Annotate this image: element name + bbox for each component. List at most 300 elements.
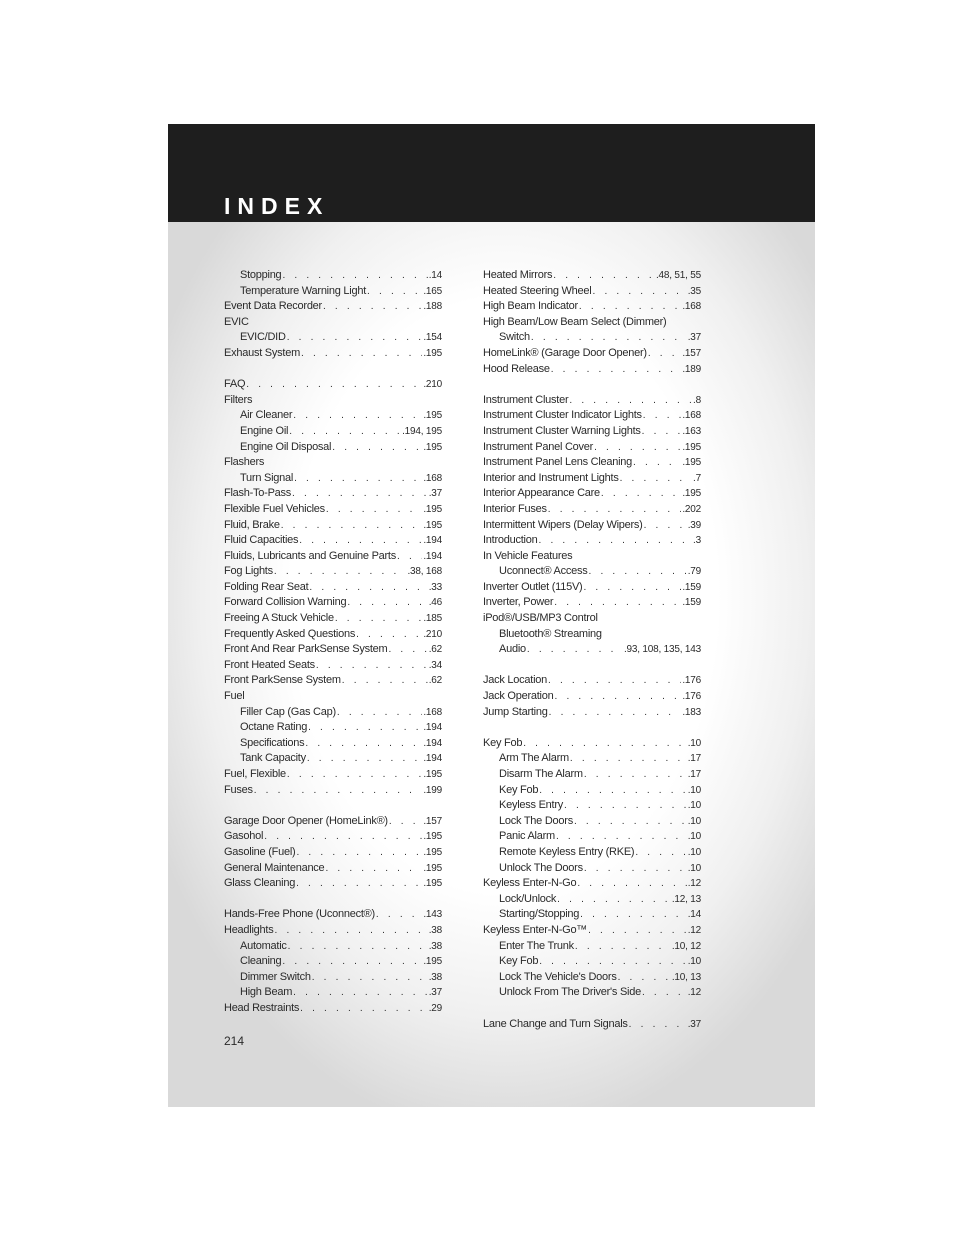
index-entry <box>224 767 442 783</box>
entry-page-ref: .157 <box>423 815 442 827</box>
entry-page-ref: .38 <box>428 924 442 936</box>
entry-text: Cleaning <box>240 955 282 968</box>
entry-page-ref: .12, 13 <box>671 893 701 905</box>
index-entry <box>224 393 442 409</box>
index-subentry <box>224 720 442 736</box>
entry-page-ref: .163 <box>682 425 701 437</box>
section-gap <box>224 892 442 908</box>
entry-page-ref: .210 <box>423 379 442 391</box>
entry-text: Enter The Trunk <box>499 939 574 952</box>
index-entry <box>224 549 442 565</box>
dot-leader <box>282 954 422 970</box>
section-gap <box>224 798 442 814</box>
entry-text: Temperature Warning Light <box>240 284 367 297</box>
index-entry <box>483 471 701 487</box>
entry-text: Disarm The Alarm <box>499 768 583 780</box>
dot-leader <box>335 611 423 627</box>
entry-page-ref: .185 <box>423 613 442 625</box>
entry-text: EVIC <box>224 315 249 328</box>
entry-text: Key Fob <box>499 783 539 796</box>
dot-leader <box>307 751 422 767</box>
dot-leader <box>287 767 422 783</box>
entry-page-ref: .195 <box>423 441 442 453</box>
entry-text: Panic Alarm <box>499 830 555 843</box>
index-subentry <box>224 985 442 1001</box>
entry-page-ref: .195 <box>423 831 442 843</box>
index-entry <box>483 518 701 534</box>
entry-page-ref: .195 <box>423 347 442 359</box>
entry-page-ref: .195 <box>682 488 701 500</box>
dot-leader <box>554 595 681 611</box>
index-subentry <box>483 892 701 908</box>
index-entry <box>224 783 442 799</box>
entry-text: Introduction <box>483 534 538 547</box>
entry-page-ref: .33 <box>428 581 442 593</box>
dot-leader <box>301 346 422 362</box>
dot-leader <box>367 284 422 300</box>
entry-page-ref: .8 <box>693 394 701 406</box>
index-entry <box>224 299 442 315</box>
section-gap <box>483 658 701 674</box>
entry-page-ref: .29 <box>428 1002 442 1014</box>
entry-text: Exhaust System <box>224 346 300 359</box>
dot-leader <box>316 658 428 674</box>
entry-page-ref: .194 <box>423 535 442 547</box>
dot-leader <box>388 642 427 658</box>
entry-text: Key Fob <box>483 736 523 749</box>
index-subentry <box>483 564 701 580</box>
index-entry <box>224 611 442 627</box>
dot-leader <box>294 471 422 487</box>
entry-text: Inverter Outlet (115V) <box>483 580 583 593</box>
dot-leader <box>312 970 428 986</box>
entry-text: Jack Location <box>483 674 548 687</box>
dot-leader <box>548 502 682 518</box>
index-entry <box>483 268 701 284</box>
index-entry <box>483 362 701 378</box>
entry-text: Inverter, Power <box>483 596 554 609</box>
entry-page-ref: .195 <box>423 410 442 422</box>
entry-text: Fuel, Flexible <box>224 768 286 780</box>
dot-leader <box>575 939 671 955</box>
entry-page-ref: .195 <box>423 878 442 890</box>
index-subentry <box>483 861 701 877</box>
entry-text: Lock The Doors <box>499 814 573 827</box>
dot-leader <box>564 798 687 814</box>
dot-leader <box>570 751 687 767</box>
dot-leader <box>292 486 428 502</box>
entry-page-ref: .183 <box>682 706 701 718</box>
entry-page-ref: .14 <box>428 270 442 281</box>
entry-text: Air Cleaner <box>240 409 293 422</box>
index-entry <box>224 829 442 845</box>
dot-leader <box>342 673 428 689</box>
index-entry <box>224 642 442 658</box>
index-entry <box>224 377 442 393</box>
entry-page-ref: .10 <box>687 846 701 858</box>
index-entry <box>483 549 701 565</box>
dot-leader <box>588 564 686 580</box>
entry-page-ref: .168 <box>423 472 442 484</box>
entry-text: Event Data Recorder <box>224 300 322 313</box>
entry-page-ref: .195 <box>423 846 442 858</box>
entry-page-ref: .14 <box>687 909 701 921</box>
index-subentry <box>483 627 701 643</box>
dot-leader <box>281 518 423 534</box>
entry-page-ref: .10, 12 <box>671 940 701 952</box>
entry-text: Keyless Enter-N-Go <box>483 877 577 890</box>
index-entry <box>483 705 701 721</box>
dot-leader <box>288 939 428 955</box>
entry-page-ref: .17 <box>687 769 701 780</box>
dot-leader <box>618 970 671 986</box>
index-entry <box>483 595 701 611</box>
index-entry <box>224 315 442 331</box>
index-entry <box>483 315 701 331</box>
entry-text: iPod®/USB/MP3 Control <box>483 612 598 625</box>
index-entry <box>224 814 442 830</box>
entry-page-ref: .195 <box>682 441 701 453</box>
dot-leader <box>539 954 686 970</box>
entry-page-ref: .10 <box>687 737 701 749</box>
entry-text: Keyless Enter-N-Go™ <box>483 923 588 936</box>
entry-text: Interior Fuses <box>483 502 547 515</box>
index-subentry <box>483 330 701 346</box>
section-gap <box>483 377 701 393</box>
entry-page-ref: .48, 51, 55 <box>655 270 701 281</box>
entry-text: Jack Operation <box>483 690 554 703</box>
dot-leader <box>397 549 422 565</box>
dot-leader <box>296 845 422 861</box>
entry-text: Front ParkSense System <box>224 674 341 687</box>
index-subentry <box>224 440 442 456</box>
index-entry <box>483 393 701 409</box>
entry-text: Dimmer Switch <box>240 970 311 983</box>
entry-page-ref: .189 <box>682 363 701 375</box>
index-subentry <box>224 970 442 986</box>
dot-leader <box>274 923 427 939</box>
entry-page-ref: .195 <box>682 457 701 469</box>
index-entry <box>483 408 701 424</box>
index-subentry <box>483 814 701 830</box>
entry-text: Flexible Fuel Vehicles <box>224 502 325 515</box>
dot-leader <box>531 330 687 346</box>
dot-leader <box>557 892 671 908</box>
entry-page-ref: .35 <box>687 285 701 297</box>
index-entry <box>224 689 442 705</box>
entry-text: Garage Door Opener (HomeLink®) <box>224 814 388 827</box>
index-page <box>168 124 815 1107</box>
entry-text: Glass Cleaning <box>224 877 296 890</box>
entry-page-ref: .62 <box>428 644 442 656</box>
entry-text: Remote Keyless Entry (RKE) <box>499 845 635 858</box>
entry-page-ref: .3 <box>693 535 701 547</box>
entry-text: Octane Rating <box>240 721 308 734</box>
entry-text: Lock/Unlock <box>499 892 557 905</box>
entry-text: Freeing A Stuck Vehicle <box>224 612 334 625</box>
index-entry <box>224 564 442 580</box>
index-entry <box>224 518 442 534</box>
dot-leader <box>264 829 422 845</box>
entry-page-ref: .10 <box>687 862 701 874</box>
entry-page-ref: .10 <box>687 815 701 827</box>
entry-page-ref: .38 <box>428 940 442 952</box>
entry-page-ref: .188 <box>423 301 442 313</box>
entry-page-ref: .143 <box>423 909 442 921</box>
dot-leader <box>643 408 682 424</box>
entry-page-ref: .12 <box>687 924 701 936</box>
dot-leader <box>569 393 692 409</box>
entry-page-ref: .37 <box>428 987 442 999</box>
entry-page-ref: .154 <box>423 332 442 344</box>
dot-leader <box>554 689 681 705</box>
entry-text: Heated Steering Wheel <box>483 284 592 297</box>
entry-page-ref: .195 <box>423 519 442 531</box>
dot-leader <box>644 518 687 534</box>
entry-text: Starting/Stopping <box>499 908 580 921</box>
entry-text: Fluid, Brake <box>224 518 280 531</box>
entry-text: Front And Rear ParkSense System <box>224 643 388 656</box>
entry-text: Fluid Capacities <box>224 534 299 547</box>
index-column-right <box>483 268 701 1032</box>
index-entry <box>224 907 442 923</box>
dot-leader <box>309 580 427 596</box>
entry-page-ref: .17 <box>687 753 701 765</box>
dot-leader <box>548 673 681 689</box>
page-title: INDEX <box>224 193 330 219</box>
section-gap <box>483 1001 701 1017</box>
entry-text: Jump Starting <box>483 705 548 718</box>
entry-text: Tank Capacity <box>240 752 306 765</box>
entry-text: Instrument Cluster Indicator Lights <box>483 409 642 422</box>
dot-leader <box>620 471 692 487</box>
dot-leader <box>601 486 681 502</box>
entry-page-ref: .194 <box>423 753 442 765</box>
index-subentry <box>224 284 442 300</box>
dot-leader <box>293 408 422 424</box>
index-entry <box>224 923 442 939</box>
index-entry <box>224 627 442 643</box>
dot-leader <box>305 736 422 752</box>
entry-page-ref: .194 <box>423 550 442 562</box>
index-subentry <box>224 736 442 752</box>
index-subentry <box>483 783 701 799</box>
dot-leader <box>556 829 687 845</box>
entry-text: Head Restraints <box>224 1001 300 1014</box>
dot-leader <box>337 705 422 721</box>
index-entry <box>483 611 701 627</box>
index-subentry <box>483 767 701 783</box>
dot-leader <box>592 284 686 300</box>
index-entry <box>483 455 701 471</box>
dot-leader <box>254 783 423 799</box>
entry-text: Interior Appearance Care <box>483 487 600 500</box>
dot-leader <box>347 595 427 611</box>
entry-page-ref: .168 <box>682 301 701 313</box>
dot-leader <box>389 814 422 830</box>
entry-text: Interior and Instrument Lights <box>483 471 619 484</box>
dot-leader <box>323 299 422 315</box>
entry-page-ref: .194 <box>423 737 442 749</box>
index-subentry <box>483 907 701 923</box>
index-subentry <box>483 798 701 814</box>
index-entry <box>483 533 701 549</box>
dot-leader <box>580 907 687 923</box>
entry-page-ref: .46 <box>428 597 442 609</box>
dot-leader <box>584 767 687 783</box>
dot-leader <box>642 424 682 440</box>
entry-text: Fluids, Lubricants and Genuine Parts <box>224 549 396 562</box>
dot-leader <box>332 440 422 456</box>
entry-text: Filler Cap (Gas Cap) <box>240 705 336 718</box>
dot-leader <box>523 736 686 752</box>
entry-text: General Maintenance <box>224 861 325 874</box>
index-entry <box>483 424 701 440</box>
entry-page-ref: .176 <box>682 691 701 703</box>
index-entry <box>483 673 701 689</box>
entry-page-ref: .79 <box>687 566 701 578</box>
entry-page-ref: .37 <box>428 488 442 500</box>
entry-text: Headlights <box>224 923 274 936</box>
entry-text: High Beam Indicator <box>483 300 578 313</box>
entry-text: Intermittent Wipers (Delay Wipers) <box>483 518 643 531</box>
dot-leader <box>648 346 681 362</box>
entry-text: EVIC/DID <box>240 331 286 344</box>
section-gap <box>483 720 701 736</box>
entry-text: Flashers <box>224 456 265 469</box>
entry-text: Instrument Panel Lens Cleaning <box>483 456 633 469</box>
entry-page-ref: .194, 195 <box>402 425 442 437</box>
entry-page-ref: .12 <box>687 987 701 999</box>
dot-leader <box>308 720 422 736</box>
dot-leader <box>299 533 422 549</box>
entry-text: Bluetooth® Streaming <box>499 627 602 640</box>
dot-leader <box>246 377 422 393</box>
index-entry <box>224 502 442 518</box>
entry-page-ref: .168 <box>423 706 442 718</box>
dot-leader <box>296 876 422 892</box>
index-subentry <box>483 939 701 955</box>
entry-page-ref: .159 <box>682 597 701 609</box>
entry-text: Folding Rear Seat <box>224 580 309 593</box>
index-entry <box>483 876 701 892</box>
entry-page-ref: .195 <box>423 503 442 515</box>
entry-page-ref: .159 <box>682 581 701 593</box>
index-entry <box>224 533 442 549</box>
index-subentry <box>483 954 701 970</box>
entry-page-ref: .195 <box>423 769 442 780</box>
index-entry <box>224 580 442 596</box>
entry-text: Fog Lights <box>224 565 273 578</box>
dot-leader <box>325 861 422 877</box>
index-entry <box>224 673 442 689</box>
dot-leader <box>642 985 687 1001</box>
entry-page-ref: .195 <box>423 956 442 968</box>
dot-leader <box>274 564 407 580</box>
index-subentry <box>224 424 442 440</box>
index-entry <box>483 502 701 518</box>
index-subentry <box>224 954 442 970</box>
entry-text: Unlock The Doors <box>499 861 583 874</box>
dot-leader <box>635 845 686 861</box>
entry-text: Instrument Cluster Warning Lights <box>483 424 641 437</box>
index-entry <box>483 736 701 752</box>
dot-leader <box>549 705 682 721</box>
entry-page-ref: .34 <box>428 659 442 671</box>
index-entry <box>224 1001 442 1017</box>
entry-page-ref: .199 <box>423 784 442 796</box>
entry-text: Gasohol <box>224 830 264 843</box>
entry-text: Fuses <box>224 783 253 796</box>
dot-leader <box>583 580 681 596</box>
dot-leader <box>287 330 423 346</box>
index-entry <box>483 923 701 939</box>
index-subentry <box>224 751 442 767</box>
entry-text: Flash-To-Pass <box>224 487 292 500</box>
entry-page-ref: .38 <box>428 971 442 983</box>
index-entry <box>483 1017 701 1033</box>
entry-text: Audio <box>499 643 526 656</box>
entry-text: Instrument Cluster <box>483 393 569 406</box>
entry-page-ref: .37 <box>687 1018 701 1030</box>
index-subentry <box>224 705 442 721</box>
entry-page-ref: .176 <box>682 675 701 687</box>
page-number: 214 <box>224 1034 245 1048</box>
dot-leader <box>356 627 422 643</box>
entry-page-ref: .10 <box>687 956 701 968</box>
entry-text: Lane Change and Turn Signals <box>483 1017 628 1030</box>
index-entry <box>224 845 442 861</box>
index-subentry <box>483 970 701 986</box>
index-entry <box>483 299 701 315</box>
dot-leader <box>527 642 623 658</box>
index-entry <box>224 876 442 892</box>
dot-leader <box>289 424 401 440</box>
entry-text: Engine Oil Disposal <box>240 440 332 453</box>
index-entry <box>224 346 442 362</box>
index-subentry <box>224 268 442 284</box>
entry-text: Lock The Vehicle's Doors <box>499 970 617 983</box>
entry-text: Frequently Asked Questions <box>224 627 356 640</box>
entry-page-ref: .93, 108, 135, 143 <box>623 644 701 656</box>
entry-text: Key Fob <box>499 955 539 968</box>
index-subentry <box>483 829 701 845</box>
index-subentry <box>224 939 442 955</box>
index-entry <box>224 861 442 877</box>
header-band <box>168 124 815 222</box>
dot-leader <box>594 440 681 456</box>
index-subentry <box>224 330 442 346</box>
entry-page-ref: .202 <box>682 503 701 515</box>
index-subentry <box>224 471 442 487</box>
index-entry <box>483 284 701 300</box>
entry-text: Hood Release <box>483 362 550 375</box>
entry-page-ref: .210 <box>423 628 442 640</box>
entry-page-ref: .168 <box>682 410 701 422</box>
entry-page-ref: .7 <box>693 472 701 484</box>
index-entry <box>224 595 442 611</box>
entry-page-ref: .194 <box>423 722 442 734</box>
index-subentry <box>483 985 701 1001</box>
entry-page-ref: .195 <box>423 862 442 874</box>
entry-text: Stopping <box>240 269 282 281</box>
entry-text: Arm The Alarm <box>499 752 569 765</box>
dot-leader <box>577 876 686 892</box>
entry-text: Engine Oil <box>240 424 289 437</box>
index-entry <box>224 658 442 674</box>
dot-leader <box>629 1017 687 1033</box>
entry-text: Unlock From The Driver's Side <box>499 986 641 999</box>
